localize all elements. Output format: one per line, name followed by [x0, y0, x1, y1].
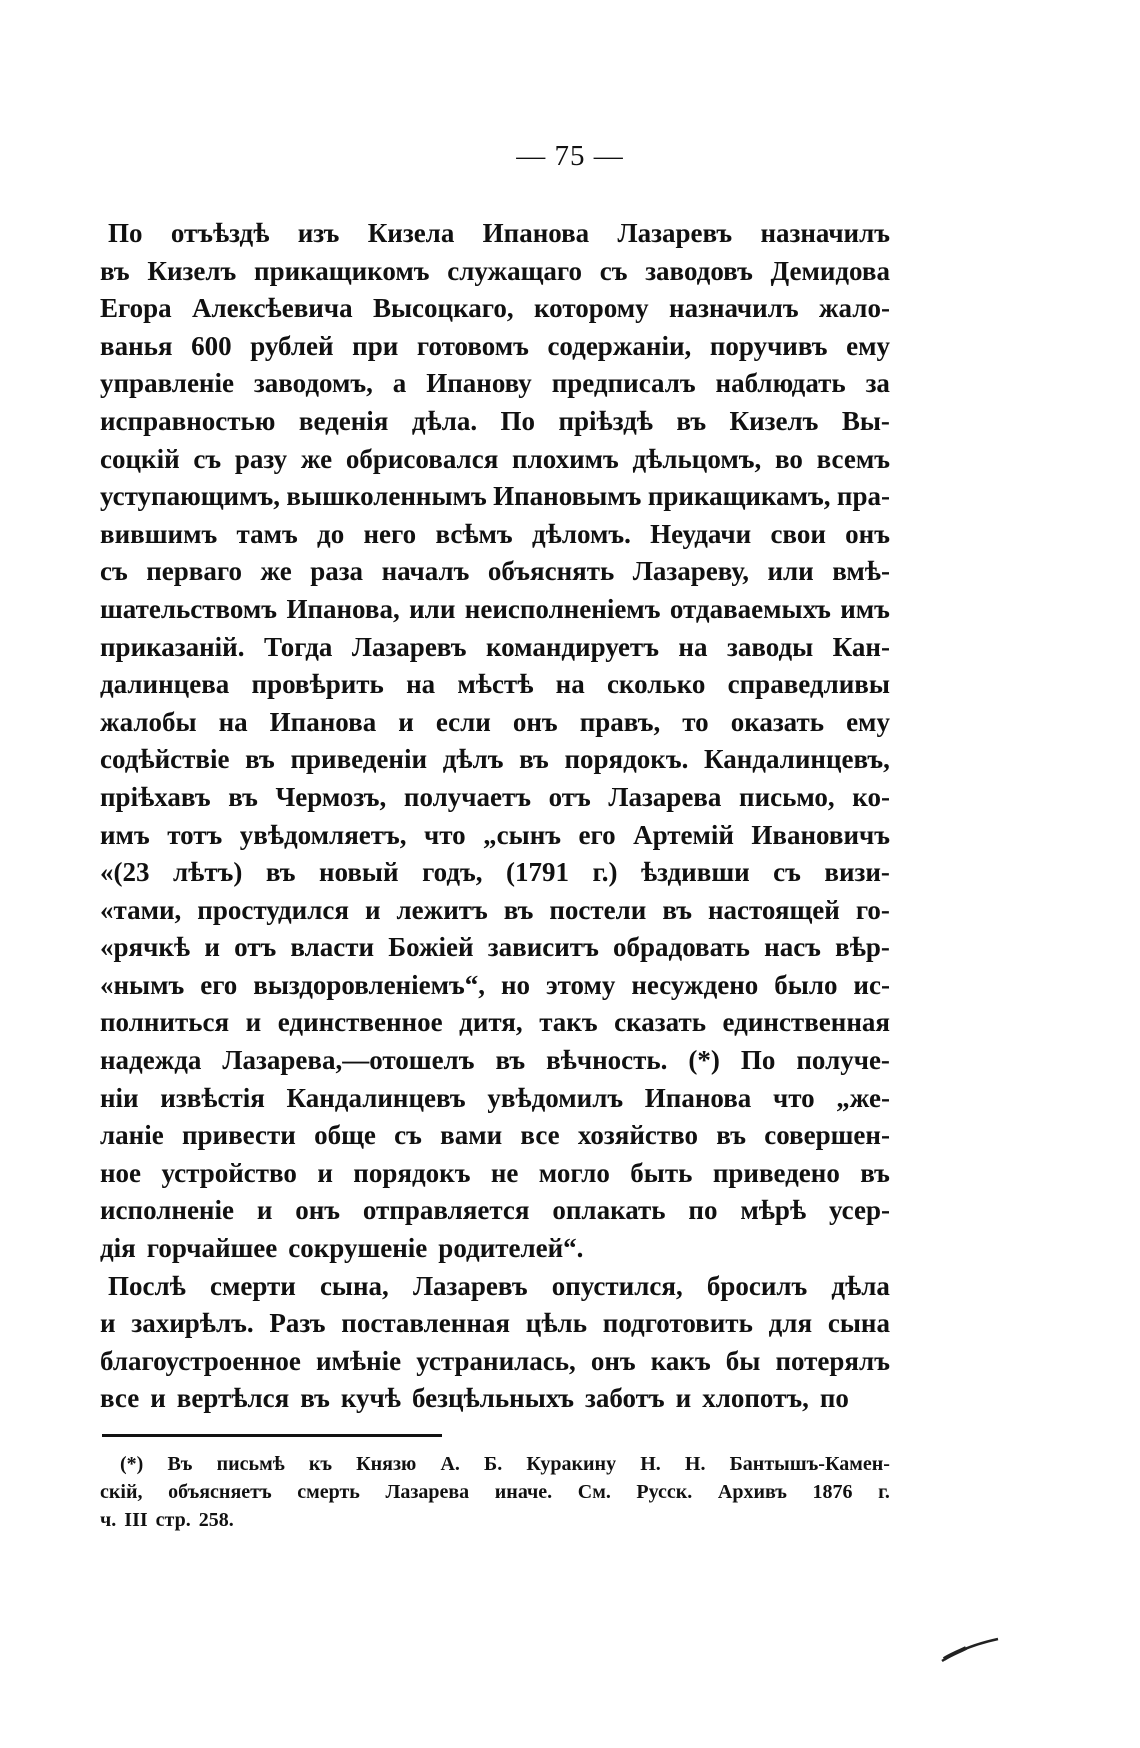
pen-mark [940, 1635, 1000, 1665]
text-line: ланіе привести обще съ вами все хозяйство въ совершен- [100, 1120, 890, 1151]
text-line: содѣйствіе въ приведеніи дѣлъ въ порядокъ. Кандалинцевъ, [100, 744, 890, 775]
text-line: По отъѣздѣ изъ Кизела Ипанова Лазаревъ назначилъ [108, 218, 890, 248]
text-line: исправностью веденія дѣла. По пріѣздѣ въ Кизелъ Вы- [100, 405, 890, 436]
text-line: въ Кизелъ прикащикомъ служащаго съ заводовъ Демидова [100, 255, 890, 286]
text-line: шательствомъ Ипанова, или неисполненіемъ отдаваемыхъ имъ [100, 593, 890, 624]
text-line: дія горчайшее сокрушеніе родителей“. [100, 1233, 584, 1264]
text-line: ніи извѣстія Кандалинцевъ увѣдомилъ Ипанова что „же- [100, 1082, 890, 1113]
paragraph-1 [100, 215, 890, 1268]
text-line: имъ тотъ увѣдомляетъ, что „сынъ его Артемій Ивановичъ [100, 819, 890, 850]
text-line: пріѣхавъ въ Чермозъ, получаетъ отъ Лазарева письмо, ко- [100, 781, 890, 812]
text-line: далинцева провѣрить на мѣстѣ на сколько справедливы [100, 669, 890, 700]
footnote-rule [102, 1434, 442, 1437]
text-line: ное устройство и порядокъ не могло быть приведено въ [100, 1157, 890, 1188]
text-line: надежда Лазарева,—отошелъ въ вѣчность. (*) По получе- [100, 1045, 890, 1076]
text-line: все и вертѣлся въ кучѣ безцѣльныхъ заботъ и хлопотъ, по [100, 1383, 849, 1414]
text-line: управленіе заводомъ, а Ипанову предписалъ наблюдать за [100, 368, 890, 399]
text-line: «рячкѣ и отъ власти Божіей зависитъ обрадовать насъ вѣр- [100, 932, 890, 963]
text-line: Послѣ смерти сына, Лазаревъ опустился, бросилъ дѣла [108, 1270, 890, 1301]
text-line: «нымъ его выздоровленіемъ“, но этому несуждено было ис- [100, 969, 890, 1000]
text-line: благоустроенное имѣніе устранилась, онъ какъ бы потерялъ [100, 1345, 890, 1376]
text-line: соцкій съ разу же обрисовался плохимъ дѣльцомъ, во всемъ [100, 443, 890, 474]
text-line: «(23 лѣтъ) въ новый годъ, (1791 г.) ѣздивши съ визи- [100, 857, 890, 888]
text-line: приказаній. Тогда Лазаревъ командируетъ на заводы Кан- [100, 631, 890, 662]
page-number: — 75 — [516, 140, 624, 172]
text-line: ч. III стр. 258. [100, 1509, 234, 1531]
text-line: (*) Въ письмѣ къ Князю А. Б. Куракину Н. Н. Бантышъ-Камен- [120, 1453, 890, 1475]
text-line: вившимъ тамъ до него всѣмъ дѣломъ. Неудачи свои онъ [100, 518, 890, 549]
text-line: ванья 600 рублей при готовомъ содержаніи, поручивъ ему [100, 330, 890, 361]
text-line: исполненіе и онъ отправляется оплакать по мѣрѣ усер- [100, 1195, 890, 1226]
text-line: и захирѣлъ. Разъ поставленная цѣль подготовить для сына [100, 1308, 890, 1339]
text-line: жалобы на Ипанова и если онъ правъ, то оказать ему [100, 706, 890, 737]
footnote [100, 1450, 890, 1534]
text-line: скій, объясняетъ смерть Лазарева иначе. См. Русск. Архивъ 1876 г. [100, 1481, 890, 1503]
text-line: съ перваго же раза началъ объяснять Лазареву, или вмѣ- [100, 556, 890, 587]
body-text [100, 215, 890, 1418]
text-line: Егора Алексѣевича Высоцкаго, которому назначилъ жало- [100, 293, 890, 324]
text-line: уступающимъ, вышколеннымъ Ипановымъ прикащикамъ, пра- [100, 481, 890, 512]
paragraph-2 [100, 1268, 890, 1418]
text-line: полниться и единственное дитя, такъ сказать единственная [100, 1007, 890, 1038]
text-line: «тами, простудился и лежитъ въ постели въ настоящей го- [100, 894, 890, 925]
